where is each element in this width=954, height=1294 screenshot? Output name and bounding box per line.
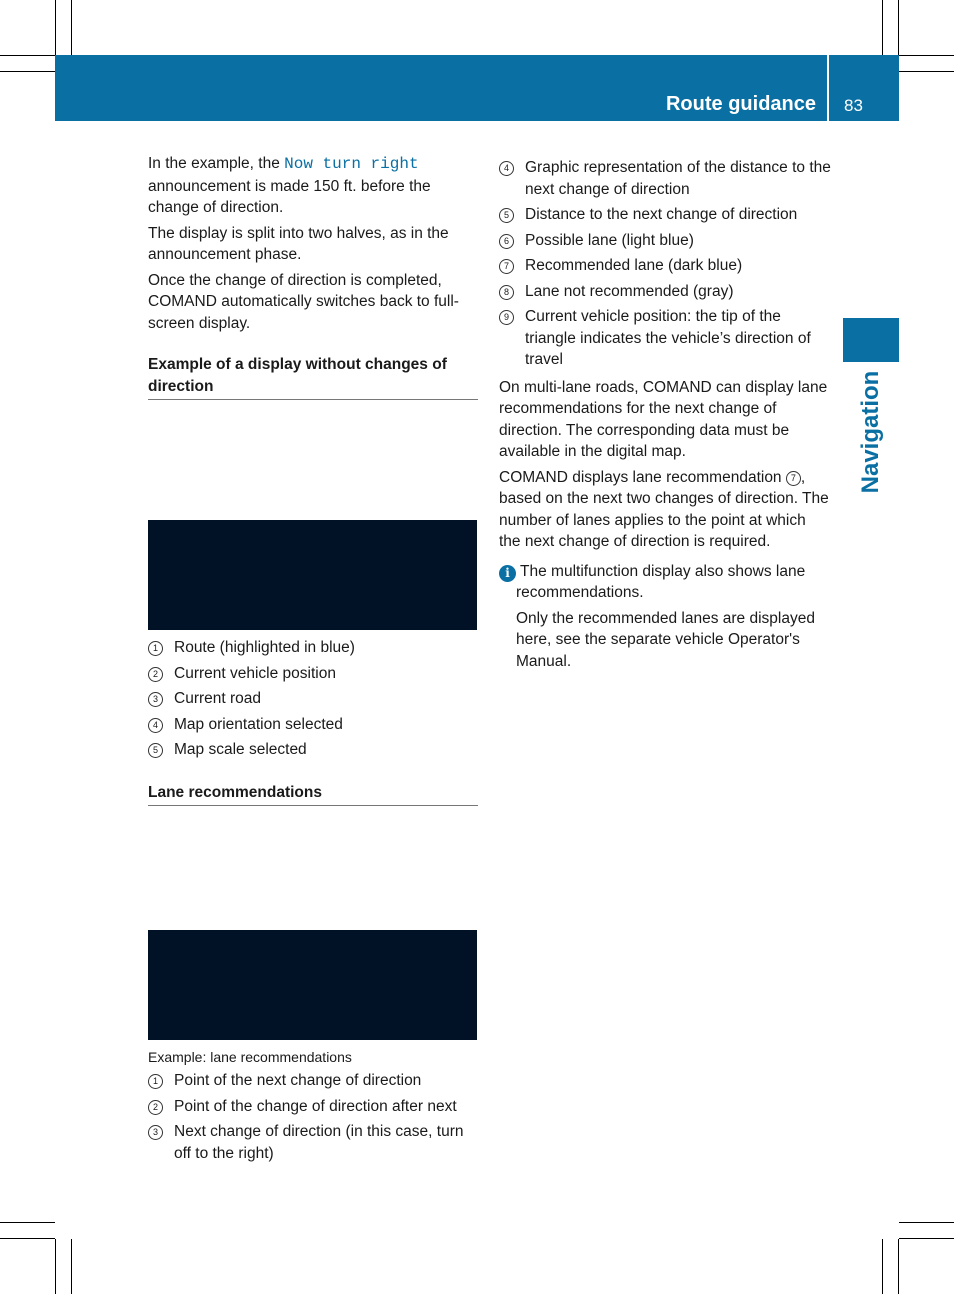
crop-mark — [71, 1239, 72, 1294]
list-item: 1 Route (highlighted in blue) — [148, 637, 478, 659]
list-item: 6 Possible lane (light blue) — [499, 230, 831, 252]
list-item: 3 Next change of direction (in this case, turn off to the right) — [148, 1121, 478, 1164]
list-item: 5 Distance to the next change of direction — [499, 204, 831, 226]
section-heading: Example of a display without changes of direction — [148, 354, 478, 400]
left-column — [148, 153, 478, 400]
crop-mark — [882, 0, 883, 55]
header-divider — [827, 55, 829, 121]
paragraph: On multi-lane roads, COMAND can display lane recommendations for the next change of direction. The corresponding data must be available in the digital map. — [499, 378, 828, 460]
info-note: i The multifunction display also shows lane recommendations. — [499, 561, 831, 604]
list-item: 3 Current road — [148, 688, 478, 710]
lane-recommendation-image — [148, 930, 477, 1040]
list-item: 9 Current vehicle position: the tip of the triangle indicates the vehicle’s direction of travel — [499, 306, 831, 371]
crop-mark — [899, 1222, 954, 1223]
list-item: 5 Map scale selected — [148, 739, 478, 761]
left-list-2 — [148, 1048, 478, 1168]
crop-mark — [882, 1239, 883, 1294]
left-list-1 — [148, 637, 478, 806]
crop-mark — [899, 1238, 954, 1239]
crop-mark — [898, 0, 899, 55]
crop-mark — [0, 1238, 55, 1239]
paragraph: COMAND displays lane recommendation 7 , based on the next two changes of direction. The number of lanes applies to the point at which the next change of direction is required. — [499, 468, 829, 550]
list-item: 4 Graphic representation of the distance to the next change of direction — [499, 157, 831, 200]
info-icon: i — [499, 565, 516, 582]
map-display-image — [148, 520, 477, 630]
list-item: 2 Point of the change of direction after next — [148, 1096, 478, 1118]
crop-mark — [71, 0, 72, 55]
list-item: 2 Current vehicle position — [148, 663, 478, 685]
crop-mark — [0, 55, 55, 56]
crop-mark — [55, 1239, 56, 1294]
crop-mark — [55, 0, 56, 55]
page-number: 83 — [844, 96, 863, 115]
list-item: 8 Lane not recommended (gray) — [499, 281, 831, 303]
crop-mark — [899, 55, 954, 56]
paragraph: In the example, the Now turn right announcement is made 150 ft. before the change of direction. — [148, 155, 431, 216]
list-item: 7 Recommended lane (dark blue) — [499, 255, 831, 277]
info-note-continued: Only the recommended lanes are displayed here, see the separate vehicle Operator's Manual. — [516, 609, 815, 670]
paragraph: The display is split into two halves, as in the announcement phase. — [148, 224, 449, 263]
crop-mark — [0, 1222, 55, 1223]
right-column — [499, 157, 831, 672]
image-caption: Example: lane recommendations — [148, 1049, 352, 1065]
section-title: Route guidance — [665, 93, 816, 115]
section-heading: Lane recommendations — [148, 782, 478, 807]
chapter-label: Navigation — [857, 370, 884, 494]
crop-mark — [899, 71, 954, 72]
crop-mark — [898, 1239, 899, 1294]
list-item: 4 Map orientation selected — [148, 714, 478, 736]
list-item: 1 Point of the next change of direction — [148, 1070, 478, 1092]
paragraph: Once the change of direction is completed, COMAND automatically switches back to full-screen display. — [148, 271, 459, 332]
announcement-code: Now turn right — [284, 155, 419, 173]
chapter-tab — [843, 318, 899, 362]
crop-mark — [0, 71, 55, 72]
